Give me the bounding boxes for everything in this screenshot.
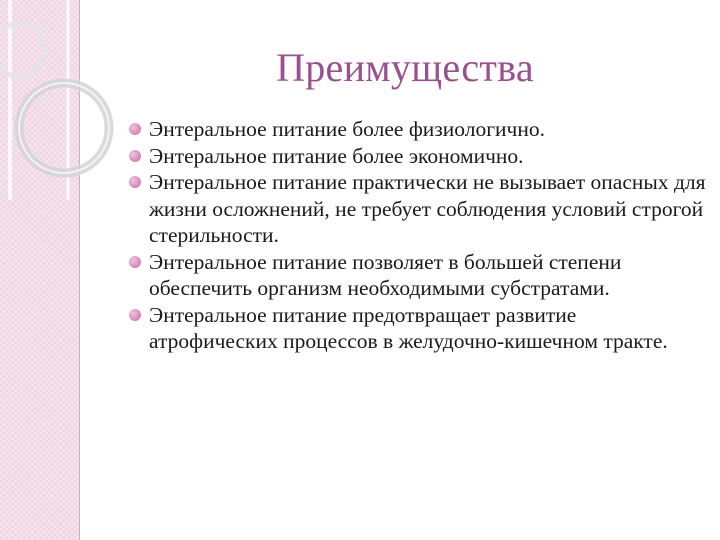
list-item: [128, 116, 708, 143]
list-item: [128, 249, 708, 302]
bullet-text: Энтеральное питание практически не вызывает опасных для жизни осложнений, не требует соблюдения условий строгой стерильности.: [149, 170, 706, 247]
list-item: [128, 169, 708, 249]
pink-circle-bullet-icon: [129, 256, 141, 268]
slide-title: Преимущества: [276, 45, 534, 90]
bullet-text: Энтеральное питание позволяет в большей степени обеспечить организм необходимыми субстратами.: [149, 249, 622, 300]
side-decorative-panel: [0, 0, 80, 540]
bullet-list: [128, 116, 708, 355]
bullet-text: Энтеральное питание более экономично.: [149, 143, 524, 168]
pink-circle-bullet-icon: [129, 123, 141, 135]
pink-circle-bullet-icon: [129, 150, 141, 162]
bullet-text: Энтеральное питание предотвращает развитие атрофических процессов в желудочно-кишечном тракте.: [149, 302, 668, 353]
list-item: [128, 302, 708, 355]
pink-circle-bullet-icon: [129, 176, 141, 188]
list-item: [128, 143, 708, 170]
pink-circle-bullet-icon: [129, 309, 141, 321]
bullet-text: Энтеральное питание более физиологично.: [149, 117, 545, 141]
